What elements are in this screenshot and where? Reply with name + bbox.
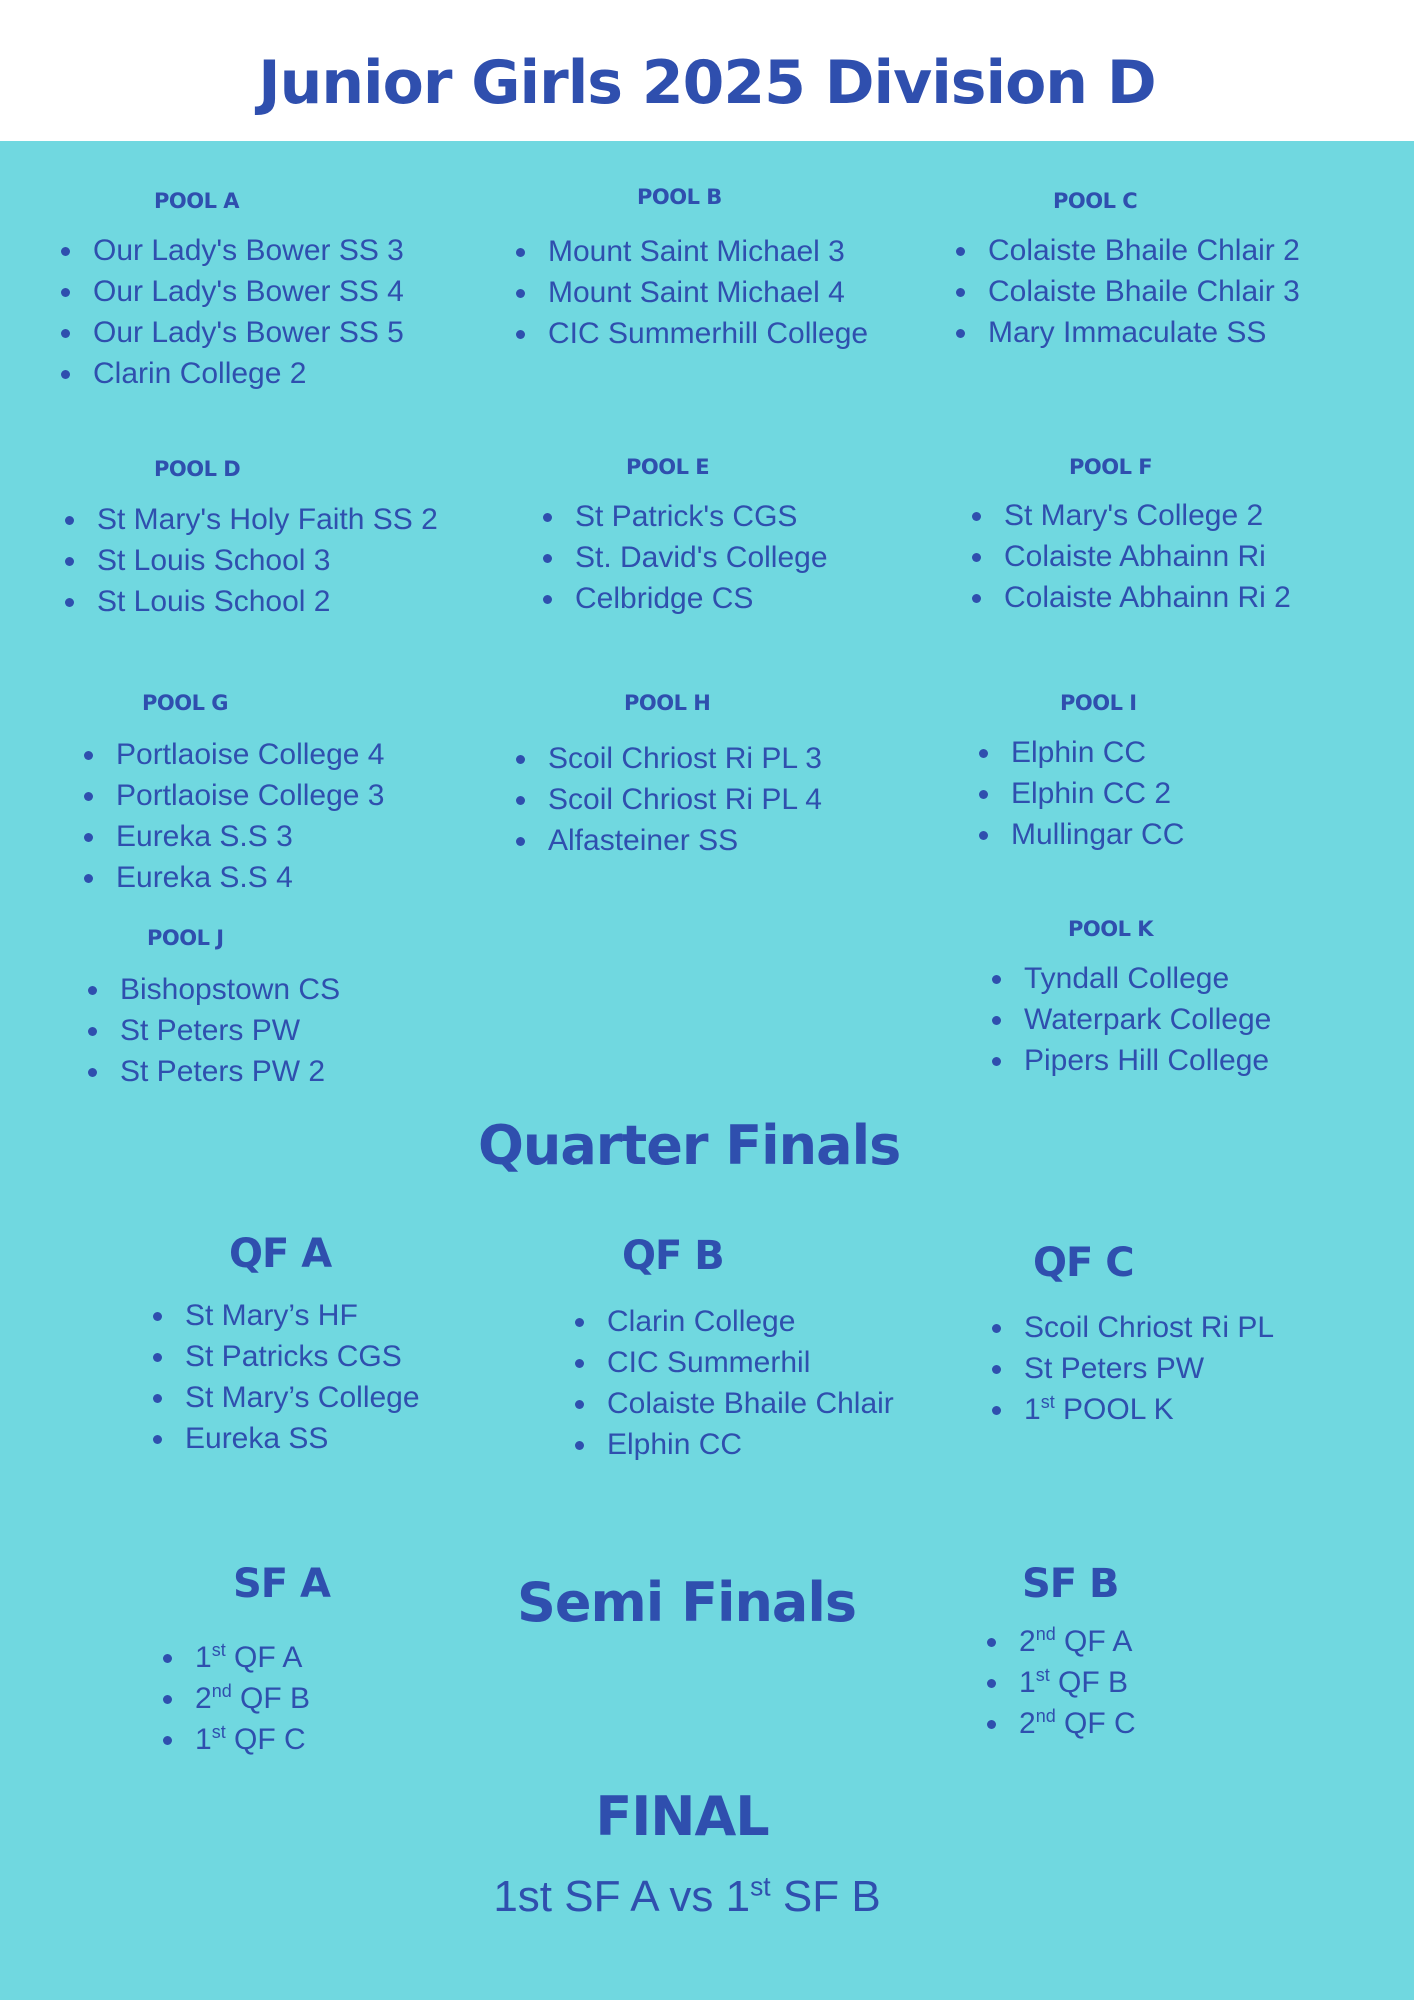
quarter-finals-heading: Quarter Finals xyxy=(478,1114,901,1177)
list-item: Colaiste Bhaile Chlair 2 xyxy=(951,230,1300,271)
pool-c-list xyxy=(951,230,1300,353)
list-item: St Patrick's CGS xyxy=(538,496,828,537)
list-item: St Louis School 2 xyxy=(60,581,438,622)
pool-d-heading: POOL D xyxy=(154,457,241,481)
list-item: Scoil Chriost Ri PL xyxy=(987,1307,1274,1348)
qf-b-list xyxy=(570,1301,894,1465)
list-item: Mary Immaculate SS xyxy=(951,312,1300,353)
list-item: Mullingar CC xyxy=(974,814,1184,855)
list-item: Our Lady's Bower SS 4 xyxy=(56,271,404,312)
pool-j-list xyxy=(83,969,340,1092)
pool-g-list xyxy=(79,734,385,898)
list-item: St Peters PW xyxy=(987,1348,1274,1389)
qf-c-heading: QF C xyxy=(1033,1240,1134,1286)
list-item: Colaiste Abhainn Ri 2 xyxy=(967,577,1291,618)
list-item: Mount Saint Michael 4 xyxy=(511,272,868,313)
list-item: Alfasteiner SS xyxy=(511,820,822,861)
pool-k-list xyxy=(987,958,1271,1081)
list-item: Colaiste Bhaile Chlair xyxy=(570,1383,894,1424)
page-title: Junior Girls 2025 Division D xyxy=(258,48,1156,118)
pool-i-heading: POOL I xyxy=(1060,691,1137,715)
qf-c-list xyxy=(987,1307,1274,1430)
qf-a-list xyxy=(148,1295,420,1459)
list-item: 2nd QF A xyxy=(982,1621,1136,1662)
pool-e-heading: POOL E xyxy=(626,455,710,479)
list-item: Eureka S.S 3 xyxy=(79,816,385,857)
list-item: Portlaoise College 3 xyxy=(79,775,385,816)
list-item: St Mary’s HF xyxy=(148,1295,420,1336)
pool-i-list xyxy=(974,732,1184,855)
list-item: CIC Summerhil xyxy=(570,1342,894,1383)
sf-a-list xyxy=(158,1637,310,1760)
list-item: Scoil Chriost Ri PL 3 xyxy=(511,738,822,779)
list-item: Our Lady's Bower SS 3 xyxy=(56,230,404,271)
list-item: St. David's College xyxy=(538,537,828,578)
list-item: 1st QF C xyxy=(158,1719,310,1760)
pool-e-list xyxy=(538,496,828,619)
list-item: Clarin College 2 xyxy=(56,353,404,394)
list-item: St Louis School 3 xyxy=(60,540,438,581)
sf-a-heading: SF A xyxy=(233,1561,331,1607)
list-item: Elphin CC xyxy=(974,732,1184,773)
pool-h-list xyxy=(511,738,822,861)
list-item: Colaiste Bhaile Chlair 3 xyxy=(951,271,1300,312)
list-item: St Peters PW xyxy=(83,1010,340,1051)
qf-b-heading: QF B xyxy=(622,1233,724,1279)
list-item: St Mary’s College xyxy=(148,1377,420,1418)
list-item: Our Lady's Bower SS 5 xyxy=(56,312,404,353)
list-item: 1st QF B xyxy=(982,1662,1136,1703)
list-item: Mount Saint Michael 3 xyxy=(511,231,868,272)
list-item: St Patricks CGS xyxy=(148,1336,420,1377)
pool-a-list xyxy=(56,230,404,394)
list-item: Celbridge CS xyxy=(538,578,828,619)
list-item: St Mary's Holy Faith SS 2 xyxy=(60,499,438,540)
list-item: 2nd QF B xyxy=(158,1678,310,1719)
list-item: Elphin CC xyxy=(570,1424,894,1465)
final-heading: FINAL xyxy=(595,1785,769,1848)
list-item: Clarin College xyxy=(570,1301,894,1342)
list-item: Bishopstown CS xyxy=(83,969,340,1010)
pool-k-heading: POOL K xyxy=(1068,917,1154,941)
semi-finals-heading: Semi Finals xyxy=(517,1571,857,1634)
list-item: Waterpark College xyxy=(987,999,1271,1040)
final-matchup: 1st SF A vs 1st SF B xyxy=(493,1871,881,1921)
pool-f-list xyxy=(967,495,1291,618)
list-item: St Peters PW 2 xyxy=(83,1051,340,1092)
sf-b-list xyxy=(982,1621,1136,1744)
list-item: 2nd QF C xyxy=(982,1703,1136,1744)
pool-c-heading: POOL C xyxy=(1053,189,1138,213)
pool-g-heading: POOL G xyxy=(142,691,229,715)
list-item: Colaiste Abhainn Ri xyxy=(967,536,1291,577)
list-item: Tyndall College xyxy=(987,958,1271,999)
list-item: Eureka SS xyxy=(148,1418,420,1459)
pool-b-list xyxy=(511,231,868,354)
list-item: 1st POOL K xyxy=(987,1389,1274,1430)
pool-h-heading: POOL H xyxy=(624,691,711,715)
list-item: Portlaoise College 4 xyxy=(79,734,385,775)
list-item: Eureka S.S 4 xyxy=(79,857,385,898)
pool-f-heading: POOL F xyxy=(1069,455,1153,479)
pool-j-heading: POOL J xyxy=(147,926,224,950)
qf-a-heading: QF A xyxy=(229,1231,332,1277)
pool-b-heading: POOL B xyxy=(637,185,722,209)
list-item: 1st QF A xyxy=(158,1637,310,1678)
list-item: Pipers Hill College xyxy=(987,1040,1271,1081)
list-item: Scoil Chriost Ri PL 4 xyxy=(511,779,822,820)
sf-b-heading: SF B xyxy=(1022,1561,1119,1607)
pool-a-heading: POOL A xyxy=(154,189,240,213)
list-item: CIC Summerhill College xyxy=(511,313,868,354)
list-item: St Mary's College 2 xyxy=(967,495,1291,536)
list-item: Elphin CC 2 xyxy=(974,773,1184,814)
pool-d-list xyxy=(60,499,438,622)
